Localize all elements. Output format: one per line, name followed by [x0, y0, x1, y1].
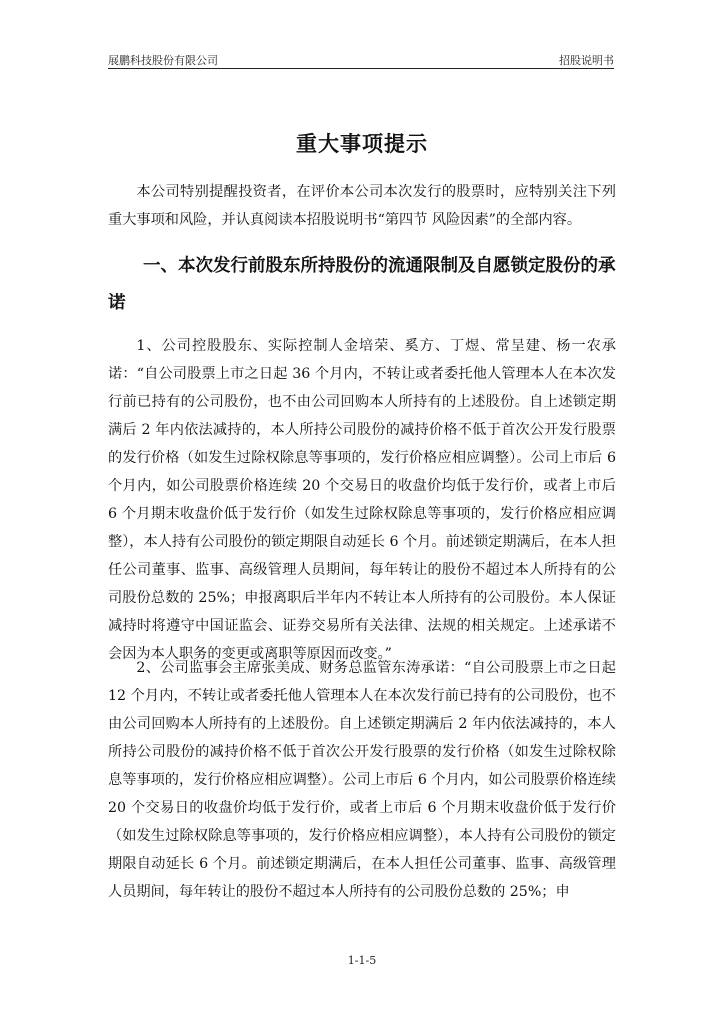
commitment-paragraph-2: 2、公司监事会主席张美成、财务总监管东涛承诺：“自公司股票上市之日起 12 个月内，不转让或者委托他人管理本人在本次发行前已持有的公司股份，也不由公司回购本人所持有的上述股份。自上述锁定期满后 2 年内依法减持的，本人所持公司股份的减持价格不低于首次公开发行股票的发行价格（如发生过除权除息等事项的，发行价格应相应调整）。公司上市后 6 个月内，如公司股票价格连续 20 个交易日的收盘价均低于发行价，或者上市后 6 个月期末收盘价低于发行价（如发生过除权除息等事项的，发行价格应相应调整），本人持有公司股份的锁定期限自动延长 6 个月。前述锁定期满后，在本人担任公司董事、监事、高级管理人员期间，每年转让的股份不超过本人所持有的公司股份总数的 25%；申	[108, 660, 616, 900]
commitment-paragraph-1: 1、公司控股股东、实际控制人金培荣、奚方、丁煜、常呈建、杨一农承诺：“自公司股票上市之日起 36 个月内，不转让或者委托他人管理本人在本次发行前已持有的公司股份，也不由公司回购本人所持有的上述股份。自上述锁定期满后 2 年内依法减持的，本人所持公司股份的减持价格不低于首次公开发行股票的发行价格（如发生过除权除息等事项的，发行价格应相应调整）。公司上市后 6 个月内，如公司股票价格连续 20 个交易日的收盘价均低于发行价，或者上市后 6 个月期末收盘价低于发行价（如发生过除权除息等事项的，发行价格应相应调整），本人持有公司股份的锁定期限自动延长 6 个月。前述锁定期满后，在本人担任公司董事、监事、高级管理人员期间，每年转让的股份不超过本人所持有的公司股份总数的 25%；申报离职后半年内不转让本人所持有的公司股份。本人保证减持时将遵守中国证监会、证券交易所有关法律、法规的相关规定。上述承诺不会因为本人职务的变更或离职等原因而改变。”	[108, 338, 616, 662]
intro-paragraph: 本公司特别提醒投资者，在评价本公司本次发行的股票时，应特别关注下列重大事项和风险，并认真阅读本招股说明书“第四节 风险因素”的全部内容。	[108, 184, 616, 228]
page-title: 重大事项提示	[296, 132, 428, 156]
header-company-name: 展鹏科技股份有限公司	[108, 54, 218, 67]
page-header	[108, 50, 614, 69]
section-heading: 一、本次发行前股东所持股份的流通限制及自愿锁定股份的承诺	[108, 256, 616, 313]
page-number: 1-1-5	[347, 954, 377, 967]
header-document-type: 招股说明书	[559, 54, 614, 67]
